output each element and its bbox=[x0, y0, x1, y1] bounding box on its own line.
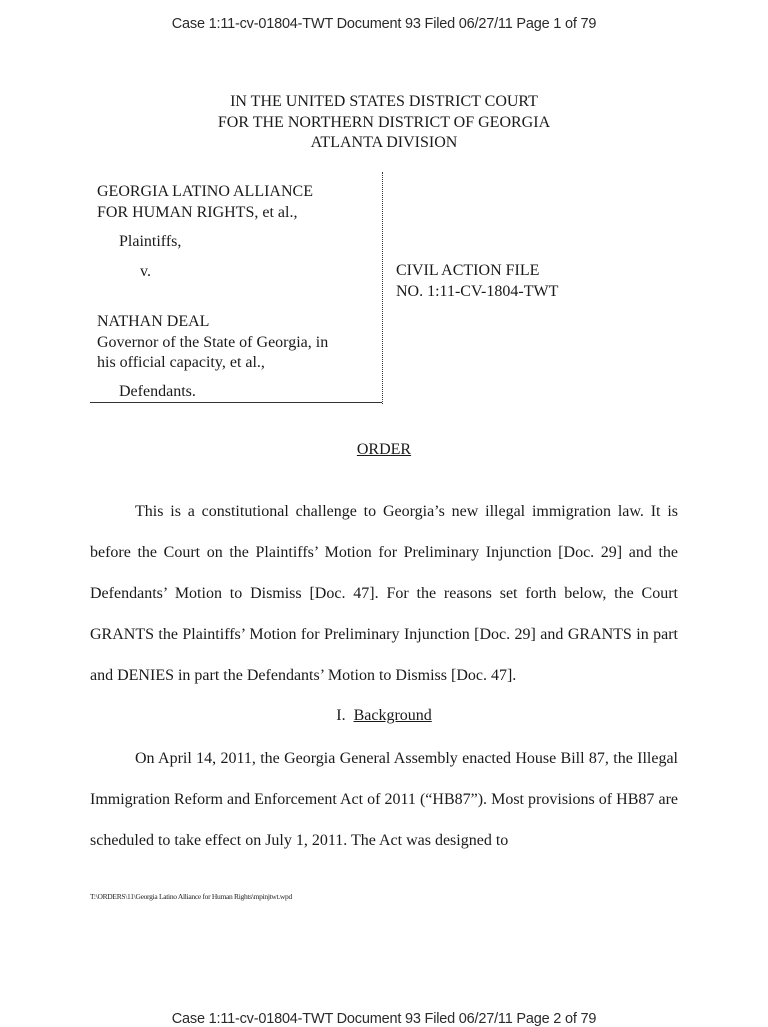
defendants-label: Defendants. bbox=[119, 383, 196, 400]
section-heading bbox=[0, 707, 768, 725]
civil-action-number: CIVIL ACTION FILE NO. 1:11-CV-1804-TWT bbox=[396, 262, 559, 300]
court-heading-line: ATLANTA DIVISION bbox=[310, 134, 458, 151]
court-heading-line: IN THE UNITED STATES DISTRICT COURT bbox=[230, 93, 538, 110]
paragraph-intro: This is a constitutional challenge to Georgia’s new illegal immigration law. It is before the Court on the Plaintiffs’ Motion for Preliminary Injunction [Doc. 29] and the Defendants’ Motion to Dismiss [Doc. 47]. For the reasons set forth below, the Court GRANTS the Plaintiffs’ Motion for Preliminary Injunction [Doc. 29] and GRANTS in part and DENIES in part the Defendants’ Motion to Dismiss [Doc. 47]. bbox=[90, 503, 678, 684]
caption-divider bbox=[382, 172, 383, 404]
section-number: I. bbox=[336, 707, 346, 724]
court-heading bbox=[0, 92, 768, 154]
file-path-footer: T:\ORDERS\11\Georgia Latino Alliance for Human Rights\mpinjtwt.wpd bbox=[90, 892, 292, 901]
plaintiff-name: GEORGIA LATINO ALLIANCE FOR HUMAN RIGHTS, et al., bbox=[97, 183, 313, 221]
order-title: ORDER bbox=[356, 441, 412, 458]
court-heading-line: FOR THE NORTHERN DISTRICT OF GEORGIA bbox=[217, 113, 551, 131]
paragraph-background: On April 14, 2011, the Georgia General Assembly enacted House Bill 87, the Illegal Immigration Reform and Enforcement Act of 2011 (“HB87”). Most provisions of HB87 are scheduled to take effect on July 1, 2011. The Act was designed to bbox=[90, 750, 678, 849]
filing-header-next-page: Case 1:11-cv-01804-TWT Document 93 Filed 06/27/11 Page 2 of 79 bbox=[171, 1011, 597, 1027]
case-caption-parties bbox=[90, 182, 382, 403]
defendant-name: NATHAN DEAL Governor of the State of Georgia, in his official capacity, et al., bbox=[97, 313, 329, 371]
section-title: Background bbox=[353, 707, 432, 724]
plaintiffs-label: Plaintiffs, bbox=[119, 233, 182, 250]
versus-label: v. bbox=[140, 263, 151, 280]
filing-header: Case 1:11-cv-01804-TWT Document 93 Filed 06/27/11 Page 1 of 79 bbox=[171, 16, 597, 32]
